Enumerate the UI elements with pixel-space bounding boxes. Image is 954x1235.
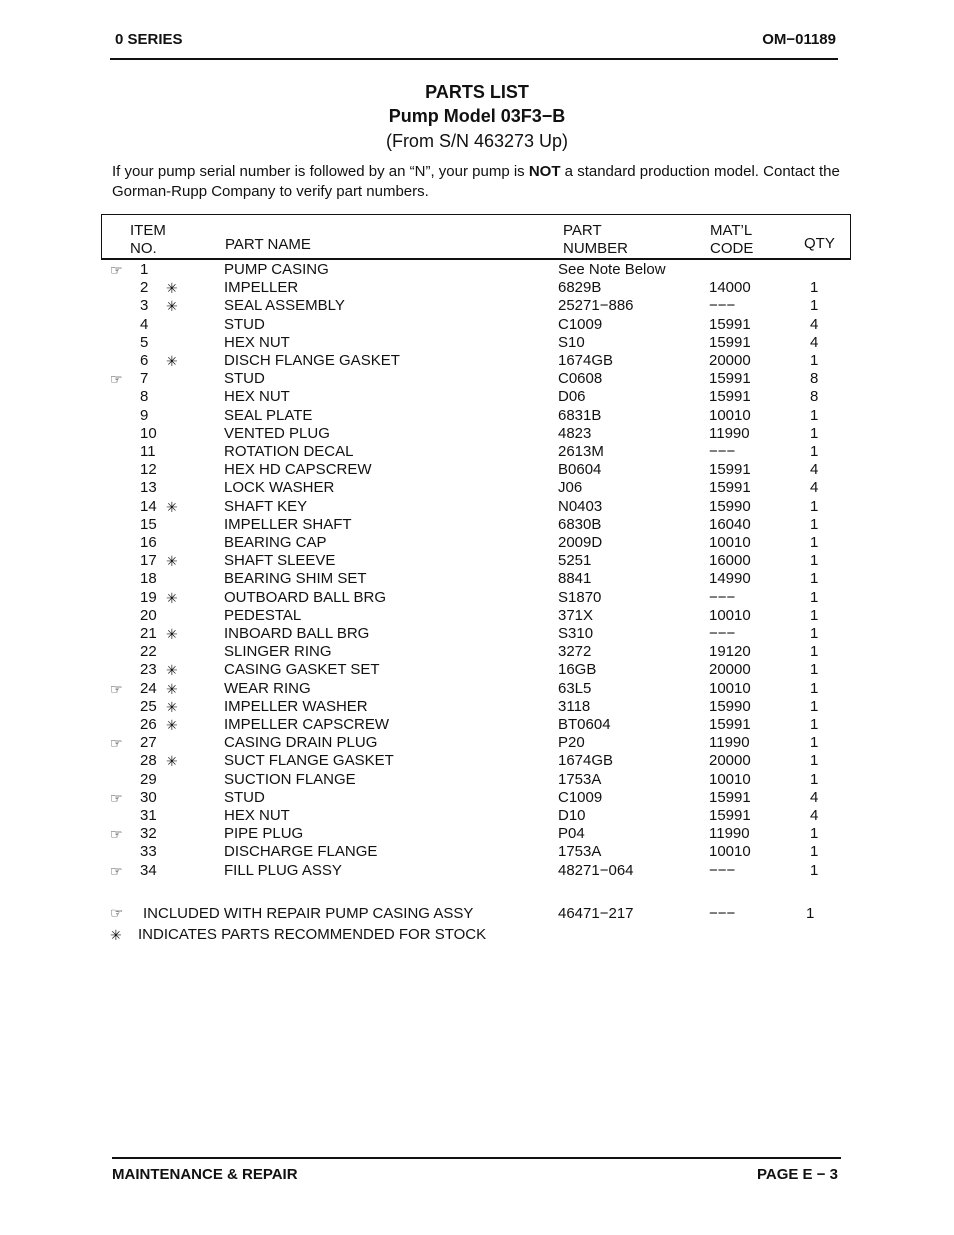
part-number: 1753A bbox=[558, 770, 602, 788]
part-name: SLINGER RING bbox=[224, 643, 332, 661]
table-row bbox=[0, 807, 954, 825]
matl-code: 11990 bbox=[709, 424, 750, 442]
table-row bbox=[0, 279, 954, 297]
part-number: P04 bbox=[558, 825, 585, 843]
quantity: 8 bbox=[810, 370, 819, 388]
item-number: 21 bbox=[140, 625, 157, 642]
hand-icon: ☞ bbox=[110, 735, 123, 752]
table-row bbox=[0, 734, 954, 752]
quantity: 4 bbox=[810, 479, 819, 497]
table-row bbox=[0, 388, 954, 406]
item-number: 30 bbox=[140, 788, 157, 806]
quantity: 1 bbox=[810, 770, 819, 788]
quantity: 1 bbox=[810, 697, 819, 715]
matl-code: 15991 bbox=[709, 788, 751, 806]
part-name: CASING DRAIN PLUG bbox=[224, 734, 378, 752]
item-number: 26 bbox=[140, 716, 157, 733]
included-note-matl-code: −−− bbox=[709, 905, 736, 922]
matl-code: 15991 bbox=[709, 388, 751, 406]
part-name: WEAR RING bbox=[224, 679, 311, 697]
table-row bbox=[0, 425, 954, 443]
item-number: 28 bbox=[140, 752, 157, 770]
quantity: 1 bbox=[810, 297, 819, 315]
matl-code: 15991 bbox=[709, 807, 751, 824]
part-number: See Note Below bbox=[558, 261, 666, 278]
matl-code: 15990 bbox=[709, 497, 751, 515]
table-row bbox=[0, 534, 954, 552]
item-number: 4 bbox=[140, 315, 149, 333]
quantity: 1 bbox=[810, 515, 819, 533]
column-header-part-number: PART NUMBER bbox=[563, 222, 629, 257]
stock-star-icon: ✳ bbox=[166, 753, 178, 770]
quantity: 1 bbox=[810, 625, 819, 642]
stock-star-icon: ✳ bbox=[166, 280, 178, 297]
part-number: 1674GB bbox=[558, 752, 614, 770]
part-number: 6831B bbox=[558, 406, 602, 424]
part-name: HEX NUT bbox=[224, 388, 290, 406]
page-title: PARTS LIST bbox=[425, 82, 529, 102]
part-number: N0403 bbox=[558, 497, 603, 515]
stock-star-icon: ✳ bbox=[166, 553, 178, 570]
part-number: 48271−064 bbox=[558, 861, 634, 879]
hand-icon: ☞ bbox=[110, 862, 123, 879]
part-name: INBOARD BALL BRG bbox=[224, 625, 370, 642]
quantity: 1 bbox=[810, 825, 819, 843]
part-number: B0604 bbox=[558, 461, 602, 479]
part-number: BT0604 bbox=[558, 716, 611, 733]
matl-code: 15991 bbox=[709, 333, 751, 351]
column-header-matl-code: MAT’L CODE bbox=[710, 222, 754, 257]
part-name: BEARING CAP bbox=[224, 534, 327, 551]
part-name: SUCTION FLANGE bbox=[224, 770, 356, 788]
matl-code: 14990 bbox=[709, 570, 751, 588]
part-number: S310 bbox=[558, 625, 594, 642]
header-doc-number: OM−01189 bbox=[762, 31, 836, 48]
quantity: 1 bbox=[810, 406, 819, 424]
stock-star-icon: ✳ bbox=[166, 680, 178, 697]
item-number: 11 bbox=[140, 443, 156, 460]
quantity: 4 bbox=[810, 788, 819, 806]
quantity: 1 bbox=[810, 843, 819, 861]
table-header bbox=[101, 214, 851, 260]
quantity: 4 bbox=[810, 315, 819, 333]
part-number: 2613M bbox=[558, 443, 604, 460]
table-row bbox=[0, 607, 954, 625]
part-name: DISCH FLANGE GASKET bbox=[224, 352, 400, 369]
part-number: 25271−886 bbox=[558, 297, 634, 315]
matl-code: 19120 bbox=[709, 643, 751, 661]
part-number: 6829B bbox=[558, 279, 602, 297]
matl-code: 20000 bbox=[709, 352, 751, 369]
matl-code: 16040 bbox=[709, 515, 751, 533]
part-number: 63L5 bbox=[558, 679, 592, 697]
item-number: 22 bbox=[140, 643, 157, 661]
quantity: 1 bbox=[810, 716, 819, 733]
matl-code: −−− bbox=[709, 588, 736, 606]
item-number: 27 bbox=[140, 734, 157, 752]
item-number: 34 bbox=[140, 861, 157, 879]
part-number: 1753A bbox=[558, 843, 602, 861]
quantity: 1 bbox=[810, 424, 819, 442]
item-number: 10 bbox=[140, 424, 157, 442]
part-name: DISCHARGE FLANGE bbox=[224, 843, 378, 861]
item-number: 13 bbox=[140, 479, 157, 497]
part-name: SUCT FLANGE GASKET bbox=[224, 752, 394, 770]
item-number: 25 bbox=[140, 697, 157, 715]
intro-paragraph bbox=[112, 162, 852, 202]
table-row bbox=[0, 407, 954, 425]
part-name: HEX NUT bbox=[224, 333, 290, 351]
intro-text-after: a standard production model. Contact the Gorman-Rupp Company to verify part numbers. bbox=[112, 163, 840, 200]
matl-code: 16000 bbox=[709, 552, 751, 570]
matl-code: 15991 bbox=[709, 479, 751, 497]
part-name: IMPELLER CAPSCREW bbox=[224, 716, 390, 733]
quantity: 4 bbox=[810, 807, 819, 824]
hand-icon: ☞ bbox=[110, 371, 123, 388]
item-number: 20 bbox=[140, 606, 157, 624]
part-number: J06 bbox=[558, 479, 583, 497]
table-row bbox=[0, 625, 954, 643]
intro-text-bold: NOT bbox=[528, 163, 561, 180]
table-row bbox=[0, 316, 954, 334]
quantity: 1 bbox=[810, 606, 819, 624]
quantity: 1 bbox=[810, 679, 819, 697]
part-number: 8841 bbox=[558, 570, 592, 588]
quantity: 1 bbox=[810, 552, 819, 570]
stock-star-icon: ✳ bbox=[166, 626, 178, 642]
part-number: C1009 bbox=[558, 315, 603, 333]
part-name: OUTBOARD BALL BRG bbox=[224, 588, 386, 606]
part-name: CASING GASKET SET bbox=[224, 661, 380, 679]
matl-code: 20000 bbox=[709, 661, 751, 679]
quantity: 1 bbox=[810, 734, 819, 752]
item-number: 14 bbox=[140, 497, 157, 515]
part-name: LOCK WASHER bbox=[224, 479, 335, 497]
stock-star-icon: ✳ bbox=[166, 717, 178, 733]
column-header-part-name: PART NAME bbox=[225, 236, 311, 253]
table-row bbox=[0, 825, 954, 843]
matl-code: 10010 bbox=[709, 843, 751, 861]
quantity: 1 bbox=[810, 570, 819, 588]
quantity: 1 bbox=[810, 643, 819, 661]
item-number: 15 bbox=[140, 515, 157, 533]
item-number: 33 bbox=[140, 843, 157, 861]
hand-icon: ☞ bbox=[110, 789, 123, 806]
quantity: 1 bbox=[810, 279, 819, 297]
item-number: 24 bbox=[140, 679, 157, 697]
table-row bbox=[0, 516, 954, 534]
table-row bbox=[0, 297, 954, 315]
table-row bbox=[0, 771, 954, 789]
part-name: BEARING SHIM SET bbox=[224, 570, 367, 588]
matl-code: 20000 bbox=[709, 752, 751, 770]
part-name: STUD bbox=[224, 788, 265, 806]
table-row bbox=[0, 752, 954, 770]
serial-range-subtitle: (From S/N 463273 Up) bbox=[385, 131, 569, 151]
item-number: 17 bbox=[140, 552, 157, 570]
part-number: 5251 bbox=[558, 552, 592, 570]
included-note-text: INCLUDED WITH REPAIR PUMP CASING ASSY bbox=[143, 905, 474, 922]
table-row bbox=[0, 589, 954, 607]
part-number: S1870 bbox=[558, 588, 602, 606]
part-number: 2009D bbox=[558, 534, 603, 551]
matl-code: 15991 bbox=[709, 370, 751, 388]
part-name: STUD bbox=[224, 370, 265, 388]
part-name: HEX NUT bbox=[224, 807, 290, 824]
table-row bbox=[0, 498, 954, 516]
part-number: 6830B bbox=[558, 515, 602, 533]
quantity: 1 bbox=[810, 497, 819, 515]
table-row bbox=[0, 570, 954, 588]
matl-code: 14000 bbox=[709, 279, 751, 297]
matl-code: −−− bbox=[709, 861, 736, 879]
part-name: FILL PLUG ASSY bbox=[224, 861, 342, 879]
column-header-qty: QTY bbox=[804, 235, 835, 252]
stock-note-star-icon: ✳ bbox=[110, 927, 122, 943]
table-row bbox=[0, 661, 954, 679]
table-row bbox=[0, 862, 954, 880]
part-name: SHAFT KEY bbox=[224, 497, 308, 515]
quantity: 1 bbox=[810, 443, 819, 460]
table-row bbox=[0, 352, 954, 370]
table-row bbox=[0, 843, 954, 861]
part-name: STUD bbox=[224, 315, 265, 333]
hand-icon: ☞ bbox=[110, 680, 123, 697]
stock-star-icon: ✳ bbox=[166, 589, 178, 606]
part-number: C0608 bbox=[558, 370, 603, 388]
quantity: 1 bbox=[810, 534, 819, 551]
part-name: PIPE PLUG bbox=[224, 825, 304, 843]
table-row bbox=[0, 443, 954, 461]
quantity: 1 bbox=[810, 352, 819, 369]
matl-code: −−− bbox=[709, 297, 736, 315]
part-name: PEDESTAL bbox=[224, 606, 302, 624]
quantity: 1 bbox=[810, 661, 819, 679]
part-name: SEAL PLATE bbox=[224, 406, 313, 424]
item-number: 1 bbox=[140, 261, 149, 278]
table-row bbox=[0, 261, 954, 279]
part-number: 3272 bbox=[558, 643, 592, 661]
item-number: 9 bbox=[140, 406, 149, 424]
quantity: 1 bbox=[810, 752, 819, 770]
part-name: ROTATION DECAL bbox=[224, 443, 354, 460]
included-note-part-number: 46471−217 bbox=[558, 905, 634, 922]
matl-code: 15990 bbox=[709, 697, 751, 715]
part-name: VENTED PLUG bbox=[224, 424, 330, 442]
footer-rule bbox=[112, 1157, 841, 1159]
item-number: 3 bbox=[140, 297, 149, 315]
matl-code: 10010 bbox=[709, 770, 751, 788]
part-name: SHAFT SLEEVE bbox=[224, 552, 336, 570]
table-row bbox=[0, 479, 954, 497]
stock-star-icon: ✳ bbox=[166, 662, 178, 679]
footer-page-number: PAGE E − 3 bbox=[756, 1166, 838, 1183]
part-number: D10 bbox=[558, 807, 586, 824]
item-number: 18 bbox=[140, 570, 157, 588]
included-note-qty: 1 bbox=[806, 905, 815, 922]
part-number: 16GB bbox=[558, 661, 597, 679]
table-row bbox=[0, 461, 954, 479]
item-number: 31 bbox=[140, 807, 157, 824]
table-row bbox=[0, 680, 954, 698]
quantity: 1 bbox=[810, 861, 819, 879]
quantity: 1 bbox=[810, 588, 819, 606]
quantity: 4 bbox=[810, 461, 819, 479]
header-rule bbox=[110, 58, 838, 60]
item-number: 29 bbox=[140, 770, 157, 788]
item-number: 23 bbox=[140, 661, 157, 679]
quantity: 4 bbox=[810, 333, 819, 351]
matl-code: 10010 bbox=[709, 679, 751, 697]
part-name: IMPELLER bbox=[224, 279, 299, 297]
part-number: 3118 bbox=[558, 697, 591, 715]
matl-code: 15991 bbox=[709, 315, 751, 333]
stock-star-icon: ✳ bbox=[166, 498, 178, 515]
table-row bbox=[0, 789, 954, 807]
header-series: 0 SERIES bbox=[115, 31, 183, 48]
table-row bbox=[0, 334, 954, 352]
included-note-hand-icon: ☞ bbox=[110, 905, 124, 922]
matl-code: −−− bbox=[709, 443, 736, 460]
table-row bbox=[0, 552, 954, 570]
item-number: 16 bbox=[140, 534, 157, 551]
part-name: PUMP CASING bbox=[224, 261, 329, 278]
stock-note-text: INDICATES PARTS RECOMMENDED FOR STOCK bbox=[138, 926, 487, 943]
column-header-item-no: ITEM NO. bbox=[130, 222, 166, 257]
table-row bbox=[0, 643, 954, 661]
matl-code: −−− bbox=[709, 625, 736, 642]
stock-star-icon: ✳ bbox=[166, 298, 178, 315]
matl-code: 10010 bbox=[709, 534, 751, 551]
part-number: 4823 bbox=[558, 424, 592, 442]
part-name: IMPELLER SHAFT bbox=[224, 515, 352, 533]
table-row bbox=[0, 370, 954, 388]
intro-text-before: If your pump serial number is followed by an “N”, your pump is bbox=[112, 163, 529, 180]
part-name: HEX HD CAPSCREW bbox=[224, 461, 372, 479]
matl-code: 15991 bbox=[709, 461, 751, 479]
part-name: SEAL ASSEMBLY bbox=[224, 297, 345, 315]
item-number: 19 bbox=[140, 588, 157, 606]
stock-star-icon: ✳ bbox=[166, 353, 178, 369]
stock-star-icon: ✳ bbox=[166, 698, 178, 715]
part-number: P20 bbox=[558, 734, 585, 752]
matl-code: 11990 bbox=[709, 825, 750, 843]
matl-code: 10010 bbox=[709, 406, 751, 424]
footer-section: MAINTENANCE & REPAIR bbox=[112, 1166, 298, 1183]
matl-code: 15991 bbox=[709, 716, 751, 733]
matl-code: 10010 bbox=[709, 606, 751, 624]
part-number: D06 bbox=[558, 388, 586, 406]
item-number: 8 bbox=[140, 388, 149, 406]
hand-icon: ☞ bbox=[110, 262, 123, 278]
quantity: 8 bbox=[810, 388, 819, 406]
part-name: IMPELLER WASHER bbox=[224, 697, 368, 715]
item-number: 7 bbox=[140, 370, 149, 388]
part-number: S10 bbox=[558, 333, 585, 351]
hand-icon: ☞ bbox=[110, 826, 123, 843]
matl-code: 11990 bbox=[709, 734, 750, 752]
pump-model-title: Pump Model 03F3−B bbox=[388, 106, 566, 126]
part-number: 1674GB bbox=[558, 352, 614, 369]
item-number: 5 bbox=[140, 333, 149, 351]
item-number: 32 bbox=[140, 825, 157, 843]
table-row bbox=[0, 716, 954, 734]
item-number: 6 bbox=[140, 352, 149, 369]
item-number: 12 bbox=[140, 461, 157, 479]
part-number: 371X bbox=[558, 606, 594, 624]
item-number: 2 bbox=[140, 279, 149, 297]
part-number: C1009 bbox=[558, 788, 603, 806]
table-row bbox=[0, 698, 954, 716]
